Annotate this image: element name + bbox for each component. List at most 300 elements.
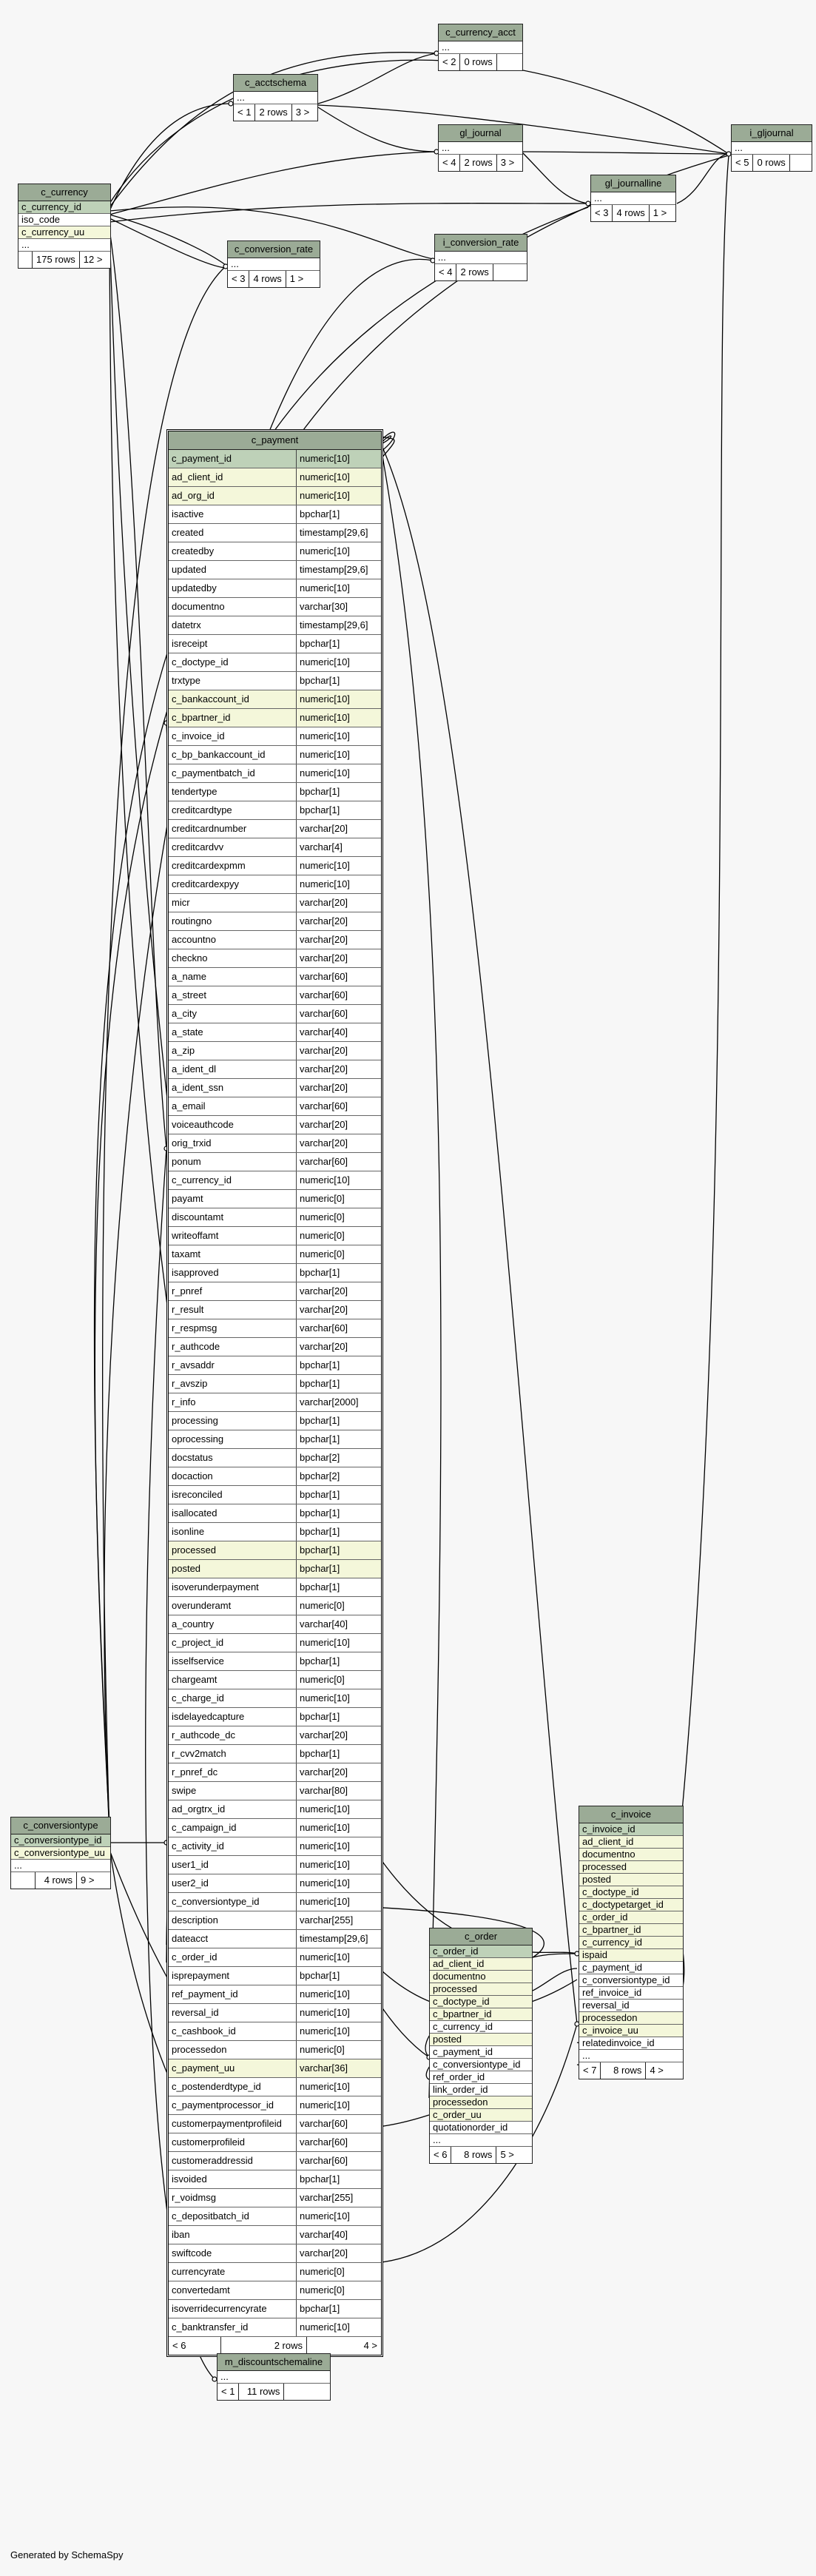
- column-type: numeric[10]: [296, 1819, 381, 1837]
- table-i_conversion_rate[interactable]: [434, 234, 527, 281]
- children-count[interactable]: 12 >: [83, 254, 103, 265]
- column-name: r_avszip: [172, 1378, 208, 1389]
- column-name: iso_code: [21, 214, 61, 225]
- column-row[interactable]: [169, 838, 381, 857]
- table-title[interactable]: c_payment: [169, 431, 381, 450]
- column-row[interactable]: [579, 1874, 683, 1886]
- column-type: varchar[20]: [296, 1116, 381, 1134]
- column-type: numeric[10]: [296, 468, 381, 486]
- column-row[interactable]: [169, 2041, 381, 2059]
- table-title[interactable]: i_gljournal: [732, 125, 812, 142]
- column-row[interactable]: [169, 2300, 381, 2318]
- column-name: c_currency_id: [582, 1937, 642, 1948]
- column-type: timestamp[29,6]: [296, 616, 381, 634]
- column-row[interactable]: [430, 2059, 532, 2071]
- column-row[interactable]: [169, 653, 381, 672]
- column-row[interactable]: [169, 986, 381, 1005]
- column-type: varchar[60]: [296, 2115, 381, 2133]
- column-row[interactable]: [169, 1874, 381, 1893]
- table-footer: [439, 155, 522, 171]
- column-row[interactable]: [430, 1946, 532, 1958]
- column-row[interactable]: [169, 690, 381, 709]
- parents-count[interactable]: < 1: [234, 104, 255, 121]
- column-row[interactable]: [430, 2046, 532, 2059]
- column-name: c_bpartner_id: [172, 712, 231, 723]
- column-row[interactable]: [169, 2170, 381, 2189]
- row-count: 4 rows: [249, 271, 286, 287]
- column-row[interactable]: [169, 709, 381, 727]
- column-type: numeric[0]: [296, 1227, 381, 1245]
- column-type: numeric[10]: [296, 746, 381, 764]
- table-title[interactable]: gl_journalline: [591, 175, 675, 192]
- column-row[interactable]: [169, 1134, 381, 1153]
- column-name: a_ident_ssn: [172, 1082, 224, 1093]
- column-name: creditcardtype: [172, 804, 232, 815]
- column-row[interactable]: [169, 1708, 381, 1726]
- column-name: c_depositbatch_id: [172, 2210, 249, 2222]
- column-row[interactable]: [430, 1958, 532, 1971]
- parents-count: [18, 252, 33, 268]
- column-row[interactable]: [169, 783, 381, 801]
- column-row[interactable]: [169, 1597, 381, 1615]
- children-count[interactable]: [284, 2384, 314, 2400]
- column-row[interactable]: [169, 1042, 381, 1060]
- children-count[interactable]: [493, 264, 511, 280]
- parents-count[interactable]: < 3: [228, 271, 249, 287]
- table-c_payment[interactable]: [166, 429, 383, 2357]
- column-row[interactable]: [169, 2022, 381, 2041]
- row-count: 2 rows: [456, 264, 493, 280]
- column-name: c_currency_id: [433, 2021, 493, 2032]
- column-row[interactable]: [430, 2096, 532, 2109]
- column-row[interactable]: [169, 1079, 381, 1097]
- column-row[interactable]: [169, 598, 381, 616]
- table-c_order[interactable]: [429, 1928, 533, 2164]
- column-row[interactable]: [18, 226, 110, 239]
- table-more: ...: [11, 1860, 110, 1872]
- column-row[interactable]: [169, 1005, 381, 1023]
- column-type: bpchar[1]: [296, 1375, 381, 1393]
- table-c_conversiontype[interactable]: [10, 1817, 111, 1889]
- column-row[interactable]: [18, 201, 110, 214]
- column-name: reversal_id: [172, 2007, 219, 2018]
- column-row[interactable]: [169, 1930, 381, 1948]
- parents-count[interactable]: < 3: [591, 205, 613, 221]
- table-title[interactable]: c_conversiontype: [11, 1817, 110, 1835]
- table-more: ...: [430, 2134, 532, 2147]
- table-title[interactable]: c_order: [430, 1928, 532, 1946]
- column-name: overunderamt: [172, 1600, 232, 1611]
- column-row[interactable]: [169, 2059, 381, 2078]
- column-row[interactable]: [169, 1227, 381, 1245]
- parents-count[interactable]: < 2: [439, 54, 460, 70]
- column-name: posted: [172, 1563, 201, 1574]
- column-name: r_authcode: [172, 1341, 220, 1352]
- children-count[interactable]: 9 >: [81, 1874, 95, 1886]
- table-gl_journalline[interactable]: [590, 175, 676, 222]
- table-more: ...: [234, 92, 317, 104]
- column-name: link_order_id: [433, 2084, 488, 2095]
- children-count[interactable]: 3 >: [500, 157, 515, 168]
- parents-count[interactable]: < 6: [430, 2147, 451, 2163]
- table-footer: [169, 2337, 381, 2355]
- column-row[interactable]: [579, 2037, 683, 2050]
- column-type: varchar[60]: [296, 1097, 381, 1115]
- column-row[interactable]: [169, 1893, 381, 1911]
- column-row[interactable]: [169, 2189, 381, 2207]
- children-count[interactable]: [497, 54, 505, 70]
- column-row[interactable]: [169, 505, 381, 524]
- column-name: processedon: [582, 2012, 638, 2023]
- parents-count[interactable]: < 7: [579, 2062, 601, 2079]
- column-row[interactable]: [169, 1782, 381, 1800]
- column-row[interactable]: [169, 672, 381, 690]
- table-title[interactable]: c_acctschema: [234, 75, 317, 92]
- column-row[interactable]: [169, 1171, 381, 1190]
- column-row[interactable]: [169, 2226, 381, 2244]
- column-name: c_postenderdtype_id: [172, 2081, 261, 2092]
- column-row[interactable]: [169, 524, 381, 542]
- table-c_acctschema[interactable]: [233, 74, 318, 121]
- column-type: bpchar[1]: [296, 1560, 381, 1578]
- column-type: numeric[10]: [296, 875, 381, 893]
- column-type: timestamp[29,6]: [296, 561, 381, 579]
- column-name: c_order_uu: [433, 2109, 482, 2120]
- column-name: processed: [172, 1544, 216, 1556]
- children-count[interactable]: 4 >: [650, 2065, 664, 2076]
- column-name: convertedamt: [172, 2284, 230, 2296]
- column-row[interactable]: [169, 1282, 381, 1301]
- column-row[interactable]: [579, 1937, 683, 1949]
- column-name: processing: [172, 1415, 218, 1426]
- column-row[interactable]: [430, 2008, 532, 2021]
- column-row[interactable]: [169, 727, 381, 746]
- column-name: checkno: [172, 952, 208, 964]
- column-type: bpchar[1]: [296, 801, 381, 819]
- column-type: numeric[0]: [296, 1597, 381, 1615]
- column-row[interactable]: [169, 1153, 381, 1171]
- column-row[interactable]: [169, 1985, 381, 2004]
- column-type: numeric[0]: [296, 2281, 381, 2299]
- table-footer: [228, 271, 320, 287]
- column-row[interactable]: [169, 1375, 381, 1393]
- column-row[interactable]: [169, 1837, 381, 1856]
- column-row[interactable]: [579, 1836, 683, 1849]
- column-row[interactable]: [169, 1726, 381, 1745]
- column-row[interactable]: [579, 1962, 683, 1974]
- column-row[interactable]: [579, 1849, 683, 1861]
- column-row[interactable]: [169, 820, 381, 838]
- column-row[interactable]: [169, 1800, 381, 1819]
- table-title[interactable]: gl_journal: [439, 125, 522, 142]
- column-row[interactable]: [169, 1523, 381, 1541]
- column-type: numeric[0]: [296, 2263, 381, 2281]
- column-name: iban: [172, 2229, 190, 2240]
- column-row[interactable]: [169, 1430, 381, 1449]
- column-row[interactable]: [169, 746, 381, 764]
- table-c_currency[interactable]: [18, 184, 111, 269]
- column-row[interactable]: [169, 894, 381, 912]
- column-row[interactable]: [579, 2025, 683, 2037]
- column-row[interactable]: [169, 1412, 381, 1430]
- column-row[interactable]: [169, 2004, 381, 2022]
- column-type: varchar[30]: [296, 598, 381, 616]
- children-count[interactable]: 4 >: [363, 2340, 377, 2351]
- column-type: varchar[60]: [296, 2133, 381, 2151]
- table-c_currency_acct[interactable]: [438, 24, 523, 71]
- column-row[interactable]: [169, 1060, 381, 1079]
- column-type: varchar[20]: [296, 949, 381, 967]
- table-title[interactable]: c_currency: [18, 184, 110, 201]
- column-row[interactable]: [169, 1393, 381, 1412]
- column-row[interactable]: [169, 2244, 381, 2263]
- column-row[interactable]: [169, 579, 381, 598]
- row-count: 2 rows: [255, 104, 291, 121]
- column-row[interactable]: [169, 1208, 381, 1227]
- column-row[interactable]: [169, 949, 381, 968]
- column-row[interactable]: [169, 2115, 381, 2133]
- table-c_invoice[interactable]: [579, 1806, 684, 2079]
- column-type: bpchar[1]: [296, 2300, 381, 2318]
- table-title[interactable]: m_discountschemaline: [218, 2354, 330, 2371]
- column-type: numeric[10]: [296, 1985, 381, 2003]
- column-name: a_state: [172, 1026, 203, 1038]
- table-footer: [732, 155, 812, 171]
- column-row[interactable]: [169, 1449, 381, 1467]
- column-row[interactable]: [169, 1264, 381, 1282]
- column-type: varchar[60]: [296, 1153, 381, 1171]
- table-m_discountschemaline[interactable]: [217, 2353, 331, 2401]
- column-row[interactable]: [430, 2021, 532, 2034]
- column-type: numeric[10]: [296, 690, 381, 708]
- column-row[interactable]: [169, 2152, 381, 2170]
- column-row[interactable]: [169, 1356, 381, 1375]
- table-c_conversion_rate[interactable]: [227, 241, 320, 288]
- column-row[interactable]: [169, 1116, 381, 1134]
- column-row[interactable]: [579, 1987, 683, 2000]
- column-row[interactable]: [430, 2109, 532, 2122]
- column-name: a_zip: [172, 1045, 195, 1056]
- column-row[interactable]: [169, 1763, 381, 1782]
- column-row[interactable]: [579, 1899, 683, 1911]
- column-row[interactable]: [169, 968, 381, 986]
- column-row[interactable]: [169, 1578, 381, 1597]
- column-row[interactable]: [169, 1689, 381, 1708]
- column-name: r_cvv2match: [172, 1748, 226, 1759]
- table-title[interactable]: i_conversion_rate: [435, 235, 527, 252]
- column-name: isdelayedcapture: [172, 1711, 245, 1722]
- column-row[interactable]: [169, 1560, 381, 1578]
- column-row[interactable]: [579, 1861, 683, 1874]
- children-count[interactable]: 1 >: [289, 273, 304, 284]
- column-row[interactable]: [169, 1948, 381, 1967]
- column-row[interactable]: [579, 1949, 683, 1962]
- table-more: ...: [591, 192, 675, 205]
- column-row[interactable]: [169, 2263, 381, 2281]
- column-row[interactable]: [169, 616, 381, 635]
- children-count[interactable]: [790, 155, 798, 171]
- column-name: creditcardexpyy: [172, 878, 240, 890]
- column-name: customerprofileid: [172, 2136, 245, 2148]
- column-row[interactable]: [169, 1541, 381, 1560]
- column-row[interactable]: [169, 875, 381, 894]
- column-row[interactable]: [169, 450, 381, 468]
- column-type: bpchar[1]: [296, 1541, 381, 1559]
- column-row[interactable]: [169, 2207, 381, 2226]
- column-row[interactable]: [430, 2071, 532, 2084]
- column-type: numeric[10]: [296, 487, 381, 505]
- column-type: varchar[20]: [296, 1282, 381, 1300]
- column-type: numeric[10]: [296, 2207, 381, 2225]
- parents-count[interactable]: < 4: [439, 155, 460, 171]
- column-row[interactable]: [169, 561, 381, 579]
- column-row[interactable]: [169, 912, 381, 931]
- children-count[interactable]: 3 >: [295, 107, 310, 118]
- column-row[interactable]: [579, 1924, 683, 1937]
- column-row[interactable]: [11, 1835, 110, 1847]
- column-type: varchar[255]: [296, 2189, 381, 2207]
- column-row[interactable]: [169, 2096, 381, 2115]
- column-name: c_order_id: [433, 1946, 479, 1957]
- column-row[interactable]: [169, 1319, 381, 1338]
- column-row[interactable]: [579, 2012, 683, 2025]
- column-type: bpchar[1]: [296, 1967, 381, 1985]
- column-row[interactable]: [169, 1486, 381, 1504]
- column-row[interactable]: [169, 1245, 381, 1264]
- table-footer: [11, 1872, 110, 1889]
- column-name: isselfservice: [172, 1655, 224, 1667]
- column-name: c_order_id: [582, 1911, 628, 1923]
- column-name: orig_trxid: [172, 1137, 212, 1149]
- column-row[interactable]: [169, 1652, 381, 1671]
- column-row[interactable]: [169, 1911, 381, 1930]
- column-name: r_avsaddr: [172, 1359, 215, 1371]
- column-row[interactable]: [169, 1615, 381, 1634]
- column-name: posted: [582, 1874, 612, 1885]
- parents-count[interactable]: < 4: [435, 264, 456, 280]
- column-name: customeraddressid: [172, 2155, 253, 2166]
- column-row[interactable]: [169, 1504, 381, 1523]
- column-name: c_doctype_id: [582, 1886, 639, 1897]
- row-count: 4 rows: [36, 1872, 77, 1889]
- column-name: ad_client_id: [433, 1958, 485, 1969]
- table-footer: [591, 205, 675, 221]
- column-type: numeric[0]: [296, 1671, 381, 1689]
- column-name: payamt: [172, 1193, 203, 1204]
- column-row[interactable]: [169, 1338, 381, 1356]
- parents-count[interactable]: < 1: [218, 2384, 239, 2400]
- column-name: ref_payment_id: [172, 1988, 238, 2000]
- column-type: bpchar[2]: [296, 1449, 381, 1467]
- column-name: writeoffamt: [172, 1230, 219, 1241]
- column-row[interactable]: [169, 2281, 381, 2300]
- column-row[interactable]: [169, 801, 381, 820]
- row-count: 0 rows: [753, 155, 789, 171]
- column-row[interactable]: [579, 1974, 683, 1987]
- column-row[interactable]: [169, 1634, 381, 1652]
- column-row[interactable]: [169, 542, 381, 561]
- column-row[interactable]: [430, 1971, 532, 1983]
- column-type: varchar[80]: [296, 1782, 381, 1800]
- column-type: varchar[20]: [296, 1079, 381, 1097]
- column-row[interactable]: [579, 2000, 683, 2012]
- column-row[interactable]: [430, 2084, 532, 2096]
- column-name: tendertype: [172, 786, 218, 797]
- children-count[interactable]: 5 >: [500, 2149, 514, 2160]
- column-row[interactable]: [169, 2078, 381, 2096]
- column-name: c_paymentbatch_id: [172, 767, 255, 778]
- column-type: varchar[40]: [296, 1023, 381, 1041]
- column-type: bpchar[1]: [296, 1578, 381, 1596]
- column-type: numeric[10]: [296, 2004, 381, 2022]
- column-row[interactable]: [169, 2133, 381, 2152]
- column-row[interactable]: [430, 1996, 532, 2008]
- column-row[interactable]: [169, 487, 381, 505]
- column-row[interactable]: [169, 764, 381, 783]
- column-row[interactable]: [169, 1097, 381, 1116]
- column-row[interactable]: [169, 1745, 381, 1763]
- table-title[interactable]: c_currency_acct: [439, 24, 522, 41]
- table-title[interactable]: c_invoice: [579, 1806, 683, 1823]
- edge-acctschema-acct: [318, 53, 436, 104]
- column-row[interactable]: [169, 1967, 381, 1985]
- edge-currency-convrate: [109, 215, 226, 265]
- column-row[interactable]: [169, 2318, 381, 2337]
- column-name: relatedinvoice_id: [582, 2037, 655, 2048]
- parents-count[interactable]: < 5: [732, 155, 753, 171]
- column-type: bpchar[1]: [296, 1523, 381, 1541]
- column-row[interactable]: [169, 931, 381, 949]
- children-count[interactable]: 1 >: [653, 207, 667, 218]
- column-row[interactable]: [169, 1190, 381, 1208]
- column-name: user2_id: [172, 1877, 209, 1889]
- column-name: c_conversiontype_id: [433, 2059, 521, 2070]
- column-row[interactable]: [169, 1856, 381, 1874]
- column-name: c_paymentprocessor_id: [172, 2099, 274, 2111]
- column-row[interactable]: [169, 1819, 381, 1837]
- column-row[interactable]: [18, 214, 110, 226]
- table-i_gljournal[interactable]: [731, 124, 812, 172]
- column-row[interactable]: [579, 1823, 683, 1836]
- column-type: varchar[20]: [296, 1042, 381, 1060]
- column-name: creditcardexpmm: [172, 860, 246, 871]
- column-row[interactable]: [430, 2122, 532, 2134]
- table-title[interactable]: c_conversion_rate: [228, 241, 320, 258]
- column-row[interactable]: [169, 1023, 381, 1042]
- column-row[interactable]: [579, 1886, 683, 1899]
- column-name: c_invoice_id: [172, 730, 225, 741]
- column-name: updatedby: [172, 582, 217, 593]
- column-name: c_order_id: [172, 1951, 218, 1963]
- column-row[interactable]: [169, 1671, 381, 1689]
- column-row[interactable]: [169, 468, 381, 487]
- column-row[interactable]: [579, 1911, 683, 1924]
- column-row[interactable]: [169, 635, 381, 653]
- column-type: varchar[20]: [296, 2244, 381, 2262]
- column-name: c_conversiontype_id: [14, 1835, 102, 1846]
- table-gl_journal[interactable]: [438, 124, 523, 172]
- column-row[interactable]: [169, 1301, 381, 1319]
- column-row[interactable]: [430, 2034, 532, 2046]
- column-name: r_result: [172, 1304, 204, 1315]
- column-row[interactable]: [169, 857, 381, 875]
- column-type: bpchar[1]: [296, 505, 381, 523]
- column-row[interactable]: [169, 1467, 381, 1486]
- column-name: c_currency_id: [21, 201, 81, 212]
- column-row[interactable]: [430, 1983, 532, 1996]
- column-row[interactable]: [11, 1847, 110, 1860]
- parents-count[interactable]: < 6: [169, 2337, 221, 2355]
